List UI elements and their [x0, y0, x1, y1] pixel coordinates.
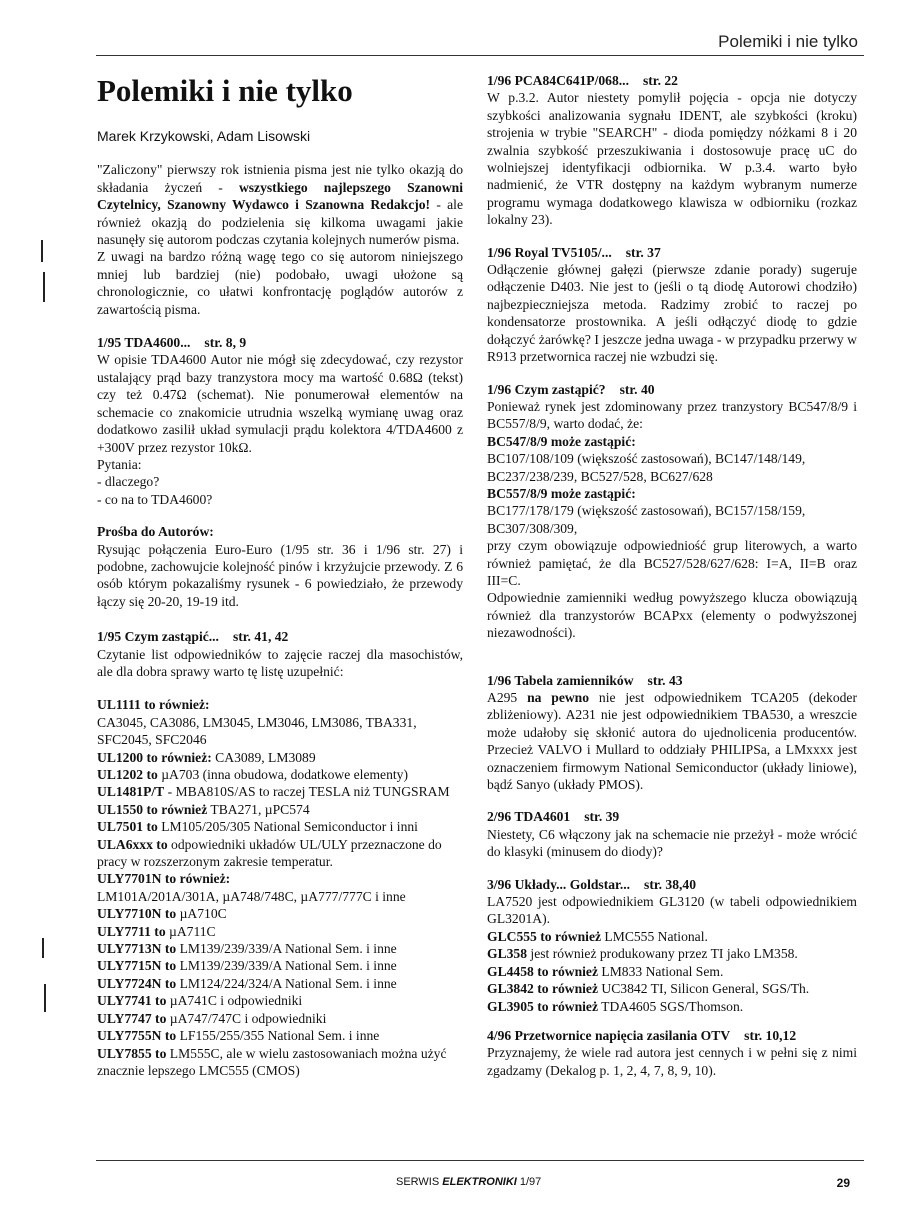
- list-item: UL7501 to LM105/205/305 National Semiconductor i inni: [97, 819, 418, 835]
- list-item: UL1202 to µA703 (inna obudowa, dodatkowe elementy): [97, 767, 408, 782]
- section-text: BC107/108/109 (większość zastosowań), BC147/148/149, BC237/238/239, BC527/528, BC627/628: [487, 451, 806, 484]
- margin-mark: [41, 240, 43, 262]
- list-item: UL1200 to również: CA3089, LM3089: [97, 749, 316, 765]
- right-column: [487, 72, 857, 1079]
- list-item: ULY7711 to µA711C: [97, 923, 216, 939]
- list-item: ULY7724N to LM124/224/324/A National Sem. i inne: [97, 975, 397, 991]
- list-item: GL3905 to również TDA4605 SGS/Thomson.: [487, 998, 744, 1014]
- section-heading: 1/96 PCA84C641P/068... str. 22: [487, 73, 678, 88]
- section-text: Czytanie list odpowiedników to zajęcie raczej dla masochistów, ale dla dobra sprawy warto tę listę uzupełnić:: [97, 646, 463, 679]
- list-item: UL1481P/T - MBA810S/AS to raczej TESLA niż TUNGSRAM: [97, 784, 450, 800]
- list-item: GL358 jest również produkowany przez TI jako LM358.: [487, 946, 798, 962]
- list-item: ULY7715N to LM139/239/339/A National Sem. i inne: [97, 958, 397, 974]
- intro-paragraph: [97, 161, 463, 248]
- list-item: ULY7713N to LM139/239/339/A National Sem. i inne: [97, 941, 397, 957]
- section-heading: 1/96 Tabela zamienników str. 43: [487, 672, 683, 688]
- list-item: UL1111 to również:: [97, 697, 210, 713]
- list-item: ULY7710N to µA710C: [97, 906, 227, 922]
- section-goldstar: [487, 876, 857, 1015]
- subheading: BC557/8/9 może zastąpić:: [487, 485, 636, 501]
- section-royal: [487, 244, 857, 366]
- section-text: Odpowiednie zamienniki według powyższego klucza obowiązują również dla tranzystorów BCAPxx (elementy o podwyższonej niezawodności).: [487, 590, 857, 641]
- section-heading: 2/96 TDA4601 str. 39: [487, 809, 620, 825]
- list-item: ULY7855 to LM555C, ale w wielu zastosowaniach można użyć znacznie lepszego LMC555 (CMOS): [97, 1045, 447, 1078]
- page-number: 29: [836, 1176, 850, 1190]
- replacement-list: [97, 696, 463, 1079]
- section-text: Przyznajemy, że wiele rad autora jest cennych i w pełni się z nimi zgadzamy (Dekalog p. 1, 2, 4, 7, 8, 9, 10).: [487, 1045, 857, 1078]
- section-heading: 4/96 Przetwornice napięcia zasilania OTV str. 10,12: [487, 1027, 797, 1043]
- intro-text: - ale również okazją do podzielenia się kilkoma uwagami jakie nasunęły się autorom podczas czytania kolejnych numerów pisma.: [97, 197, 463, 248]
- margin-mark: [43, 272, 45, 302]
- bottom-rule: [96, 1160, 864, 1161]
- section-heading: 1/96 Royal TV5105/... str. 37: [487, 244, 661, 260]
- section-heading: Prośba do Autorów:: [97, 524, 214, 540]
- section-czym-zastapic: [97, 628, 463, 1079]
- running-header-title: Polemiki i nie tylko: [718, 32, 858, 51]
- list-item: ULA6xxx to odpowiedniki układów UL/ULY przeznaczone do pracy w rozszerzonym zakresie temperatur.: [97, 836, 442, 870]
- section-tda4601: [487, 808, 857, 860]
- left-column: [97, 72, 463, 1079]
- section-heading: 1/95 TDA4600... str. 8, 9: [97, 335, 247, 351]
- section-pca84c641: [487, 72, 857, 229]
- list-item: UL1550 to również TBA271, µPC574: [97, 801, 310, 817]
- subheading: BC547/8/9 może zastąpić:: [487, 433, 636, 449]
- section-czym-zastapic-96: [487, 381, 857, 642]
- list-item: ULY7755N to LF155/255/355 National Sem. i inne: [97, 1028, 380, 1044]
- list-item: GL3842 to również UC3842 TI, Silicon General, SGS/Th.: [487, 981, 810, 997]
- list-item: LM101A/201A/301A, µA748/748C, µA777/777C i inne: [97, 888, 406, 904]
- top-rule: [96, 55, 864, 56]
- margin-mark: [42, 938, 44, 958]
- section-text: W p.3.2. Autor niestety pomylił pojęcia - opcja nie dotyczy szybkości analizowania sygnału IDENT, ale szybkości (kroku) strojenia w trybie "SEARCH" - dioda pomiędzy nóżkami 8 i 20 zwalnia szybkość przeszukiwania i dostosowuje pracę uC do wolniejszej identyfikacji odbiornika. W p.3.4. warto było nadmienić, że VTR dostępny na każdym wybranym numerze programu wymaga dodatkowego klawisza w odbiorniku (rozkaz lokalny 23).: [487, 90, 857, 228]
- list-item: ULY7741 to µA741C i odpowiedniki: [97, 993, 303, 1009]
- footer-magazine: SERWIS ELEKTRONIKI 1/97: [396, 1176, 542, 1188]
- section-text: LA7520 jest odpowiednikiem GL3120 (w tabeli odpowiednikiem GL3201A).: [487, 894, 857, 927]
- section-line: - dlaczego?: [97, 474, 160, 490]
- section-prosba: [97, 523, 463, 610]
- section-heading: 1/96 Czym zastąpić? str. 40: [487, 381, 655, 397]
- section-heading: 1/95 Czym zastąpić... str. 41, 42: [97, 629, 289, 645]
- goldstar-list: [487, 928, 857, 1015]
- section-tabela: [487, 672, 857, 794]
- section-text: Rysując połączenia Euro-Euro (1/95 str. 36 i 1/96 str. 27) i podobne, zachowujcie kolejność pinów i krzyżujcie przewody. Z 6 osób którym pokazaliśmy rysunek - 6 powiedziało, że przewody łączy się 20-20, 19-19 itd.: [97, 541, 463, 609]
- section-text: W opisie TDA4600 Autor nie mógł się zdecydować, czy rezystor ustalający prąd bazy tranzystora mocy ma wartość 0.68Ω (tekst) czy też 0.47Ω (schemat). Nie ponumerował elementów na schemacie co znakomicie utrudnia wszelką wymianę uwag oraz dodatkowo zasilił układ symulacji prądu kolektora 4/TDA4600 z +300V przez rezystor 10kΩ.: [97, 352, 463, 455]
- article-title: Polemiki i nie tylko: [97, 73, 353, 108]
- list-item: GL4458 to również LM833 National Sem.: [487, 963, 724, 979]
- section-line: Pytania:: [97, 456, 142, 472]
- section-text: Odłączenie głównej gałęzi (pierwsze zdanie porady) sugeruje odłączenie D403. Nie jest to (jeśli o tą diodę Autorowi chodziło) najbezpieczniejsza metoda. Radzimy zrobić to raczej po kondensatorze prostownika. A jeśli odłączyć diodę to gdzie dołączyć żarówkę? I jeszcze jedna uwaga - w przypadku przerwy w R913 przetwornica raczej nie wzbudzi się.: [487, 262, 857, 365]
- article-authors: Marek Krzykowski, Adam Lisowski: [97, 128, 311, 144]
- list-item: ULY7747 to µA747/747C i odpowiedniki: [97, 1010, 327, 1026]
- section-tda4600: [97, 334, 463, 508]
- section-przetwornice: [487, 1027, 857, 1079]
- section-text: A295 na pewno nie jest odpowiednikem TCA205 (dekoder zbliżeniowy). A231 nie jest odpowiednikiem TBA530, a wreszcie może udałoby się skłonić autora do ujednolicenia producentów. Przecież VALVO i Mullard to oddziały PHILIPSa, a LMxxxx jest oznaczeniem firmowym National Semiconductor (układy liniowe), bądź Sanyo (układy PMOS).: [487, 690, 857, 793]
- list-item: ULY7701N to również:: [97, 871, 231, 887]
- intro-paragraph-2: Z uwagi na bardzo różną wagę tego co się autorom niniejszego mniej lub bardziej (nie) podobało, uwagi ułożone są chronologicznie, co ułatwi konfrontację poglądów autorów z zawartością pisma.: [97, 249, 463, 317]
- margin-mark: [44, 984, 46, 1012]
- list-item: GLC555 to również LMC555 National.: [487, 928, 708, 944]
- section-heading: 3/96 Układy... Goldstar... str. 38,40: [487, 876, 697, 892]
- section-text: Niestety, C6 włączony jak na schemacie nie przeżył - może wrócić do klasyki (minusem do diody)?: [487, 826, 857, 860]
- section-text: Ponieważ rynek jest zdominowany przez tranzystory BC547/8/9 i BC557/8/9, warto dodać, że:: [487, 398, 857, 432]
- section-text: BC177/178/179 (większość zastosowań), BC157/158/159, BC307/308/309,: [487, 503, 806, 536]
- intro-greeting: wszystkiego najlepszego Szanowni Czytelnicy, Szanowny Wydawco i Szanowna Redakcjo!: [97, 179, 463, 213]
- section-text: przy czym obowiązuje odpowiedniość grup literowych, a warto również pamiętać, że dla BC527/528/627/628: I=A, II=B oraz III=C.: [487, 538, 857, 588]
- list-item: CA3045, CA3086, LM3045, LM3046, LM3086, TBA331, SFC2045, SFC2046: [97, 714, 417, 748]
- intro-text: "Zaliczony" pierwszy rok istnienia pisma jest nie tylko okazją do składania życzeń -: [97, 162, 463, 195]
- section-line: - co na to TDA4600?: [97, 491, 213, 507]
